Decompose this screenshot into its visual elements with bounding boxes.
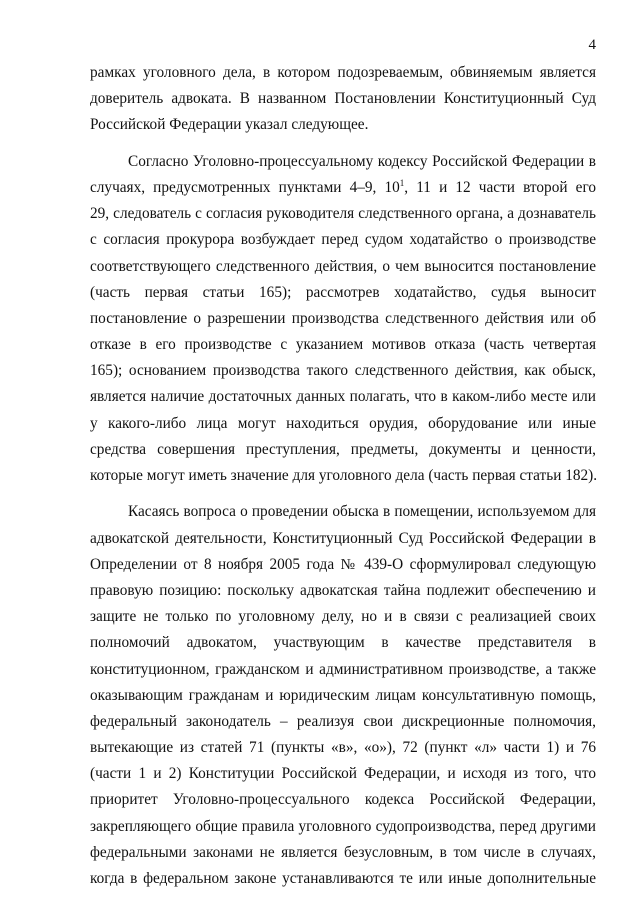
text-line: Касаясь вопроса о проведении обыска в помещении, используемом для — [128, 503, 596, 521]
text-line: федеральный законодатель – реализуя свои дискреционные полномочия, — [90, 712, 596, 730]
text-line: вытекающие из статей 71 (пункты «в», «о»), 72 (пункт «л» части 1) и 76 — [90, 739, 596, 757]
paragraph-1 — [90, 60, 596, 139]
text-line: рамках уголовного дела, в котором подозреваемым, обвиняемым является — [90, 64, 596, 81]
text-line: правовую позицию: поскольку адвокатская тайна подлежит обеспечению и — [90, 581, 596, 599]
text-line: соответствующего следственного действия, о чем выносится постановление — [90, 257, 596, 275]
text-line: Согласно Уголовно-процессуальному кодексу Российской Федерации в — [128, 152, 596, 170]
text-line: является наличие достаточных данных полагать, что в каком-либо месте или — [90, 388, 596, 406]
text-line: Определении от 8 ноября 2005 года № 439-О сформулировал следующую — [90, 555, 596, 573]
text-line: федеральными законами не является безусловным, в том числе в случаях, — [90, 843, 596, 861]
text-line: (части 1 и 2) Конституции Российской Федерации, и исходя из того, что — [90, 765, 596, 783]
superscript: 1 — [399, 177, 405, 188]
text-line: 29, следователь с согласия руководителя следственного органа, а дознаватель — [90, 205, 596, 223]
text-line: постановление о разрешении производства следственного действия или об — [90, 309, 596, 327]
text-line: защите не только по уголовному делу, но и в связи с реализацией своих — [90, 608, 596, 626]
text-line: отказе в его производстве с указанием мотивов отказа (часть четвертая — [90, 336, 596, 354]
text-line: которые могут иметь значение для уголовного дела (часть первая статьи 182). — [90, 467, 598, 484]
text-line: конституционном, гражданском и административном производстве, а также — [90, 660, 596, 678]
document-body — [90, 60, 596, 892]
text-line: средства совершения преступления, предметы, документы и ценности, — [90, 440, 596, 458]
paragraph-2 — [90, 149, 596, 489]
paragraph-3 — [90, 499, 596, 892]
text-line-with-superscript: случаях, предусмотренных пунктами 4–9, $10^1$, 11 и 12 части второй его — [90, 177, 596, 196]
text-line: Российской Федерации указал следующее. — [90, 116, 369, 134]
text-line: приоритет Уголовно-процессуального кодекса Российской Федерации, — [90, 791, 596, 809]
text-line: 165); основанием производства такого следственного действия, как обыск, — [90, 362, 596, 380]
text-line: закрепляющего общие правила уголовного судопроизводства, перед другими — [90, 817, 596, 835]
text-line: у какого-либо лица могут находиться орудия, оборудование или иные — [90, 414, 596, 432]
text-line: адвокатской деятельности, Конституционный Суд Российской Федерации в — [90, 529, 596, 547]
text-line: оказывающим гражданам и юридическим лицам консультативную помощь, — [90, 686, 596, 704]
text-line: с согласия прокурора возбуждает перед судом ходатайство о производстве — [90, 231, 596, 249]
text-line: полномочий адвокатом, участвующим в качестве представителя в — [90, 634, 596, 652]
text-line: (часть первая статьи 165); рассмотрев ходатайство, судья выносит — [90, 283, 596, 301]
text-line: доверитель адвоката. В названном Постановлении Конституционный Суд — [90, 90, 596, 108]
page-number: 4 — [588, 37, 596, 53]
text-line: когда в федеральном законе устанавливаются те или иные дополнительные — [90, 870, 596, 887]
